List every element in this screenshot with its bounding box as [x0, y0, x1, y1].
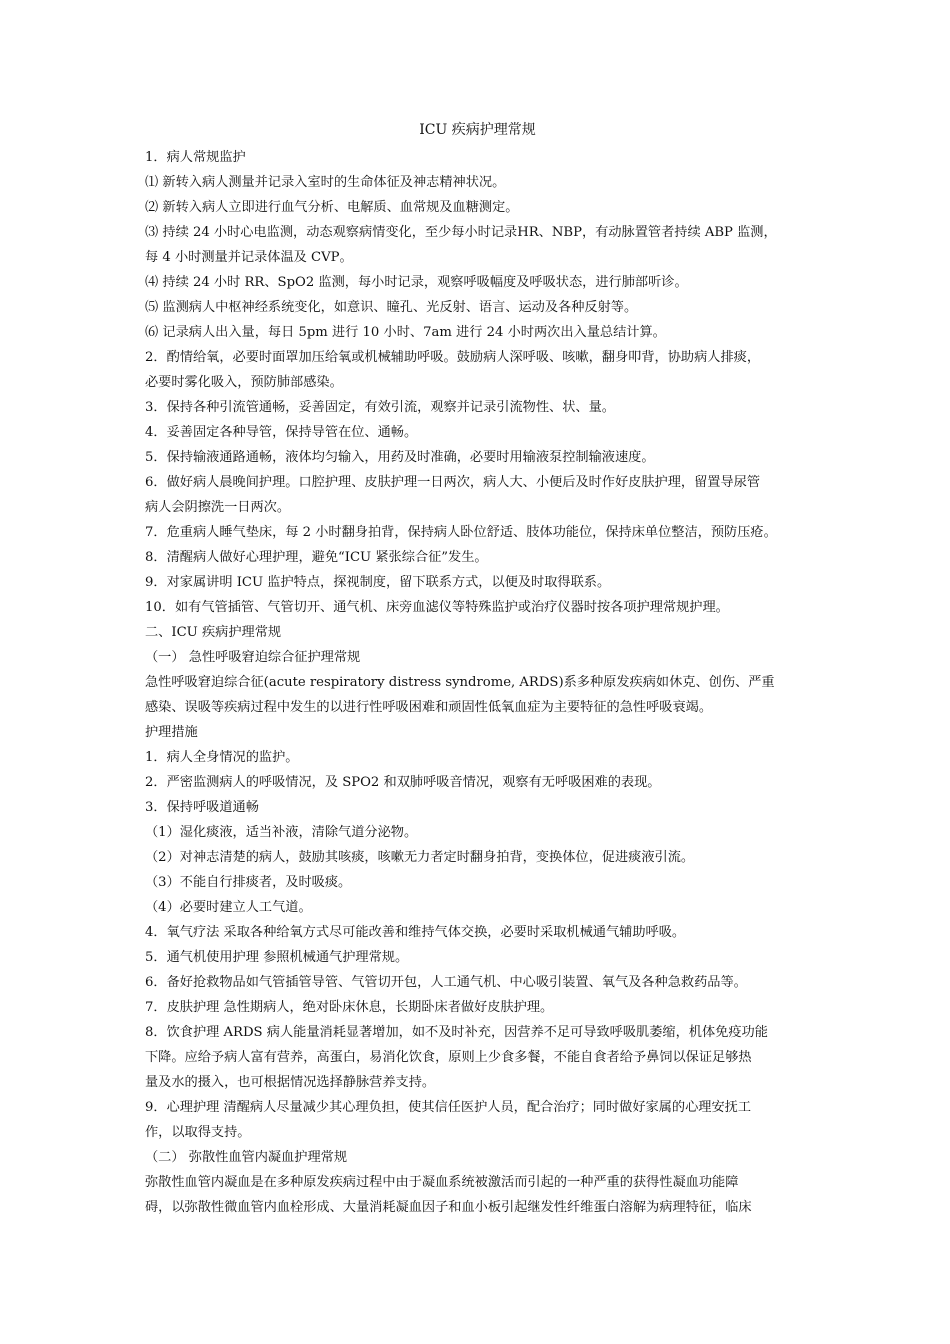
text-line: ⑸ 监测病人中枢神经系统变化，如意识、瞳孔、光反射、语言、运动及各种反射等。: [145, 300, 638, 315]
text-line: 急性呼吸窘迫综合征(acute respiratory distress syndrome, ARDS)系多种原发疾病如休克、创伤、严重: [145, 675, 775, 690]
text-line: 8．饮食护理 ARDS 病人能量消耗显著增加，如不及时补充，因营养不足可导致呼吸肌萎缩，机体免疫功能: [145, 1025, 768, 1040]
text-line: 10．如有气管插管、气管切开、通气机、床旁血滤仪等特殊监护或治疗仪器时按各项护理常规护理。: [145, 600, 729, 615]
text-line: 4．妥善固定各种导管，保持导管在位、通畅。: [145, 425, 418, 440]
text-line: 7．皮肤护理 急性期病人，绝对卧床休息，长期卧床者做好皮肤护理。: [145, 1000, 554, 1015]
text-line: 弥散性血管内凝血是在多种原发疾病过程中由于凝血系统被激活而引起的一种严重的获得性凝血功能障: [145, 1175, 739, 1190]
text-line: 3．保持呼吸道通畅: [145, 800, 259, 815]
text-line: 9．心理护理 清醒病人尽量减少其心理负担，使其信任医护人员，配合治疗；同时做好家属的心理安抚工: [145, 1100, 752, 1115]
text-line: 5．保持输液通路通畅，液体均匀输入，用药及时准确，必要时用输液泵控制输液速度。: [145, 450, 655, 465]
text-line: ⑵ 新转入病人立即进行血气分析、电解质、血常规及血糖测定。: [145, 200, 519, 215]
text-line: 量及水的摄入，也可根据情况选择静脉营养支持。: [145, 1075, 436, 1090]
text-line: ⑶ 持续 24 小时心电监测，动态观察病情变化，至少每小时记录HR、NBP，有动脉置管者持续 ABP 监测，: [145, 225, 777, 240]
text-line: 2．严密监测病人的呼吸情况，及 SPO2 和双肺呼吸音情况，观察有无呼吸困难的表现。: [145, 775, 661, 790]
text-line: 9．对家属讲明 ICU 监护特点，探视制度，留下联系方式，以便及时取得联系。: [145, 575, 611, 590]
text-line: 二、ICU 疾病护理常规: [145, 625, 282, 640]
text-line: 1．病人全身情况的监护。: [145, 750, 299, 765]
text-line: 碍，以弥散性微血管内血栓形成、大量消耗凝血因子和血小板引起继发性纤维蛋白溶解为病理特征，临床: [145, 1200, 752, 1215]
text-line: （2）对神志清楚的病人，鼓励其咳痰，咳嗽无力者定时翻身拍背，变换体位，促进痰液引流。: [145, 850, 695, 865]
text-line: 6．做好病人晨晚间护理。口腔护理、皮肤护理一日两次，病人大、小便后及时作好皮肤护理，留置导尿管: [145, 475, 761, 490]
text-line: 4．氧气疗法 采取各种给氧方式尽可能改善和维持气体交换，必要时采取机械通气辅助呼吸。: [145, 925, 686, 940]
text-line: 6．备好抢救物品如气管插管导管、气管切开包，人工通气机、中心吸引装置、氧气及各种急救药品等。: [145, 975, 747, 990]
text-line: （二） 弥散性血管内凝血护理常规: [145, 1150, 348, 1165]
text-line: ⑹ 记录病人出入量，每日 5pm 进行 10 小时、7am 进行 24 小时两次出入量总结计算。: [145, 325, 666, 340]
text-line: 必要时雾化吸入，预防肺部感染。: [145, 375, 343, 390]
text-line: 下降。应给予病人富有营养，高蛋白，易消化饮食，原则上少食多餐，不能自食者给予鼻饲以保证足够热: [145, 1050, 752, 1065]
text-line: 5．通气机使用护理 参照机械通气护理常规。: [145, 950, 409, 965]
text-line: 2．酌情给氧，必要时面罩加压给氧或机械辅助呼吸。鼓励病人深呼吸、咳嗽，翻身叩背，协助病人排痰，: [145, 350, 761, 365]
text-line: （4）必要时建立人工气道。: [145, 900, 312, 915]
text-line: 感染、误吸等疾病过程中发生的以进行性呼吸困难和顽固性低氧血症为主要特征的急性呼吸衰竭。: [145, 700, 713, 715]
text-line: 每 4 小时测量并记录体温及 CVP。: [145, 250, 353, 265]
document-title: ICU 疾病护理常规: [419, 122, 536, 138]
text-line: ⑷ 持续 24 小时 RR、SpO2 监测，每小时记录，观察呼吸幅度及呼吸状态，进行肺部听诊。: [145, 275, 688, 290]
text-line: 7．危重病人睡气垫床，每 2 小时翻身拍背，保持病人卧位舒适、肢体功能位，保持床单位整洁，预防压疮。: [145, 525, 777, 540]
text-line: 1．病人常规监护: [145, 150, 246, 165]
text-line: 病人会阴擦洗一日两次。: [145, 500, 291, 515]
text-line: 3．保持各种引流管通畅，妥善固定，有效引流，观察并记录引流物性、状、量。: [145, 400, 615, 415]
text-line: 8．清醒病人做好心理护理，避免“ICU 紧张综合征”发生。: [145, 550, 488, 565]
document-page: [145, 121, 810, 1220]
text-line: 护理措施: [145, 725, 198, 740]
text-line: （1）湿化痰液，适当补液，清除气道分泌物。: [145, 825, 418, 840]
text-line: （3）不能自行排痰者，及时吸痰。: [145, 875, 352, 890]
document-body: [145, 145, 810, 1220]
text-line: 作，以取得支持。: [145, 1125, 251, 1140]
text-line: ⑴ 新转入病人测量并记录入室时的生命体征及神志精神状况。: [145, 175, 506, 190]
text-line: （一） 急性呼吸窘迫综合征护理常规: [145, 650, 361, 665]
